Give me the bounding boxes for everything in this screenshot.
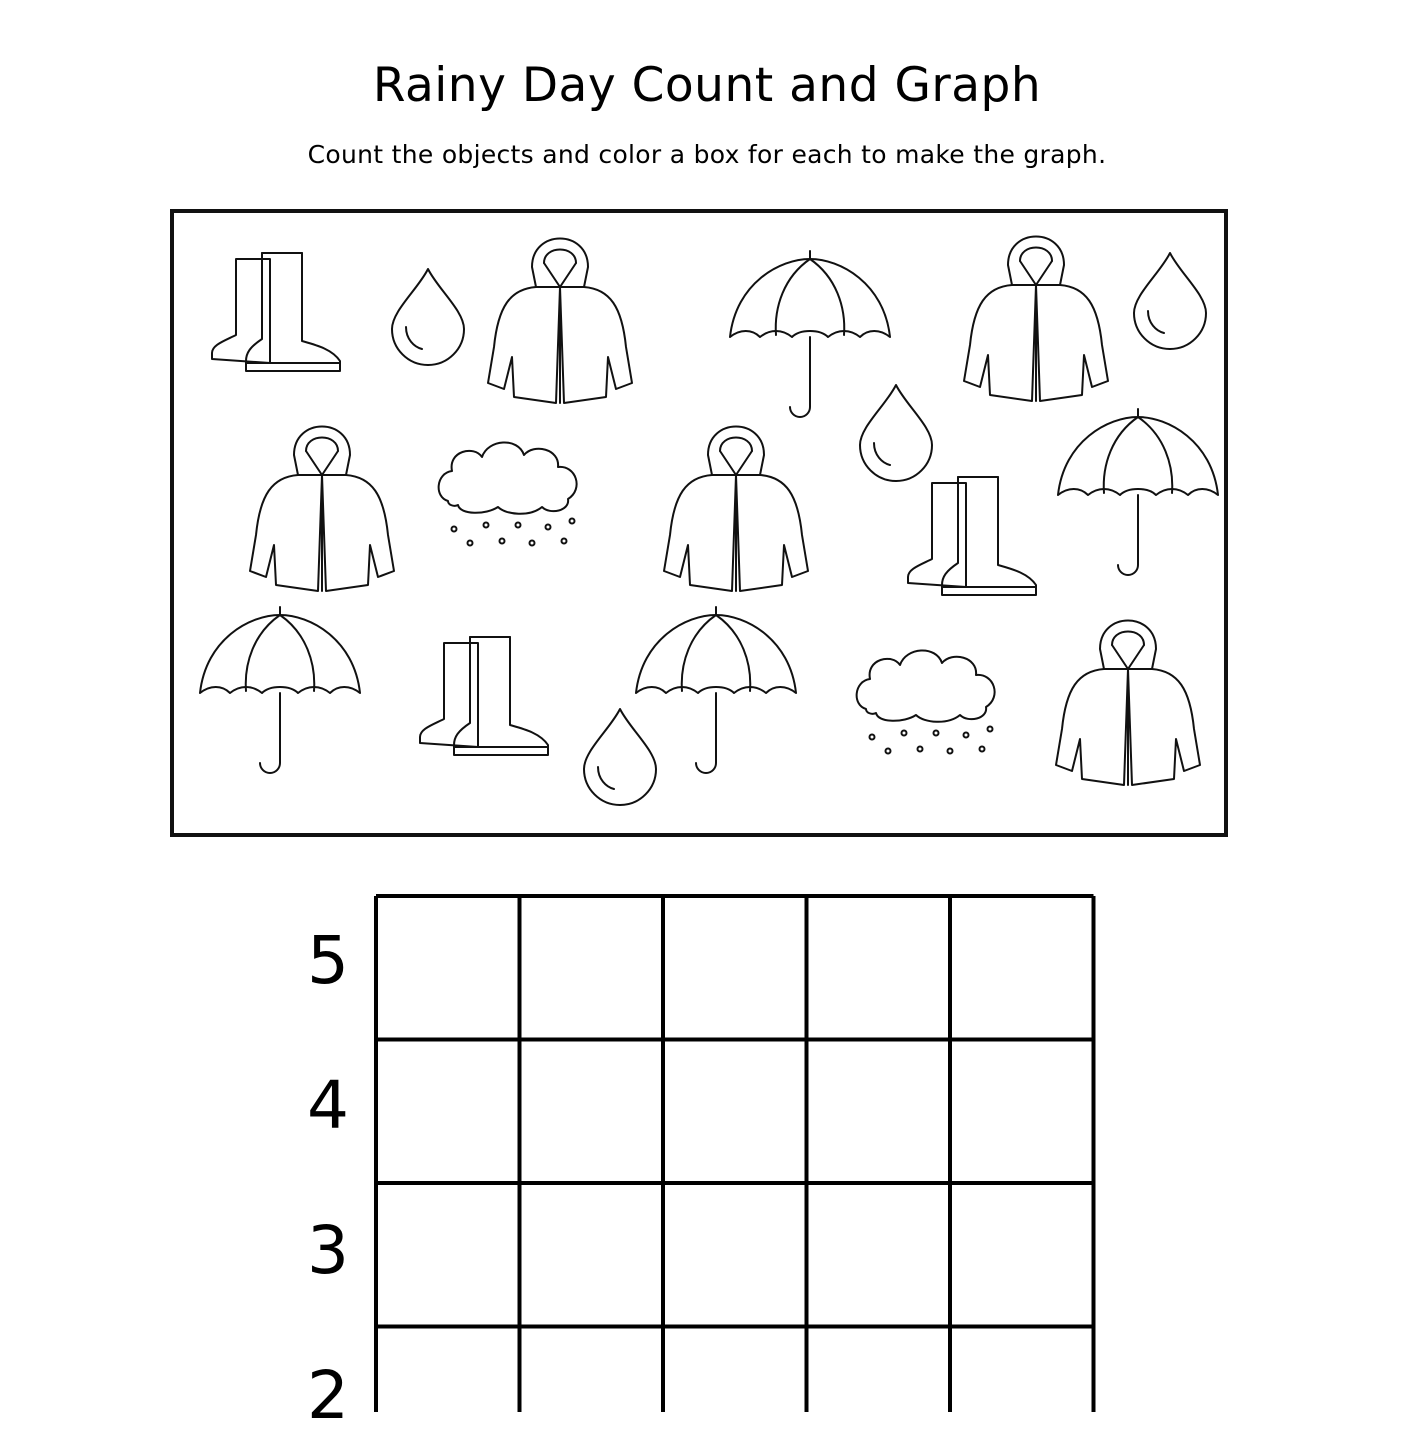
y-label-2: 2 [307, 1357, 349, 1434]
worksheet-instructions: Count the objects and color a box for each to make the graph. [307, 140, 1107, 169]
y-label-5: 5 [307, 922, 349, 999]
worksheet-title: Rainy Day Count and Graph [372, 58, 1042, 113]
y-label-3: 3 [307, 1212, 349, 1289]
y-label-4: 4 [307, 1067, 349, 1144]
